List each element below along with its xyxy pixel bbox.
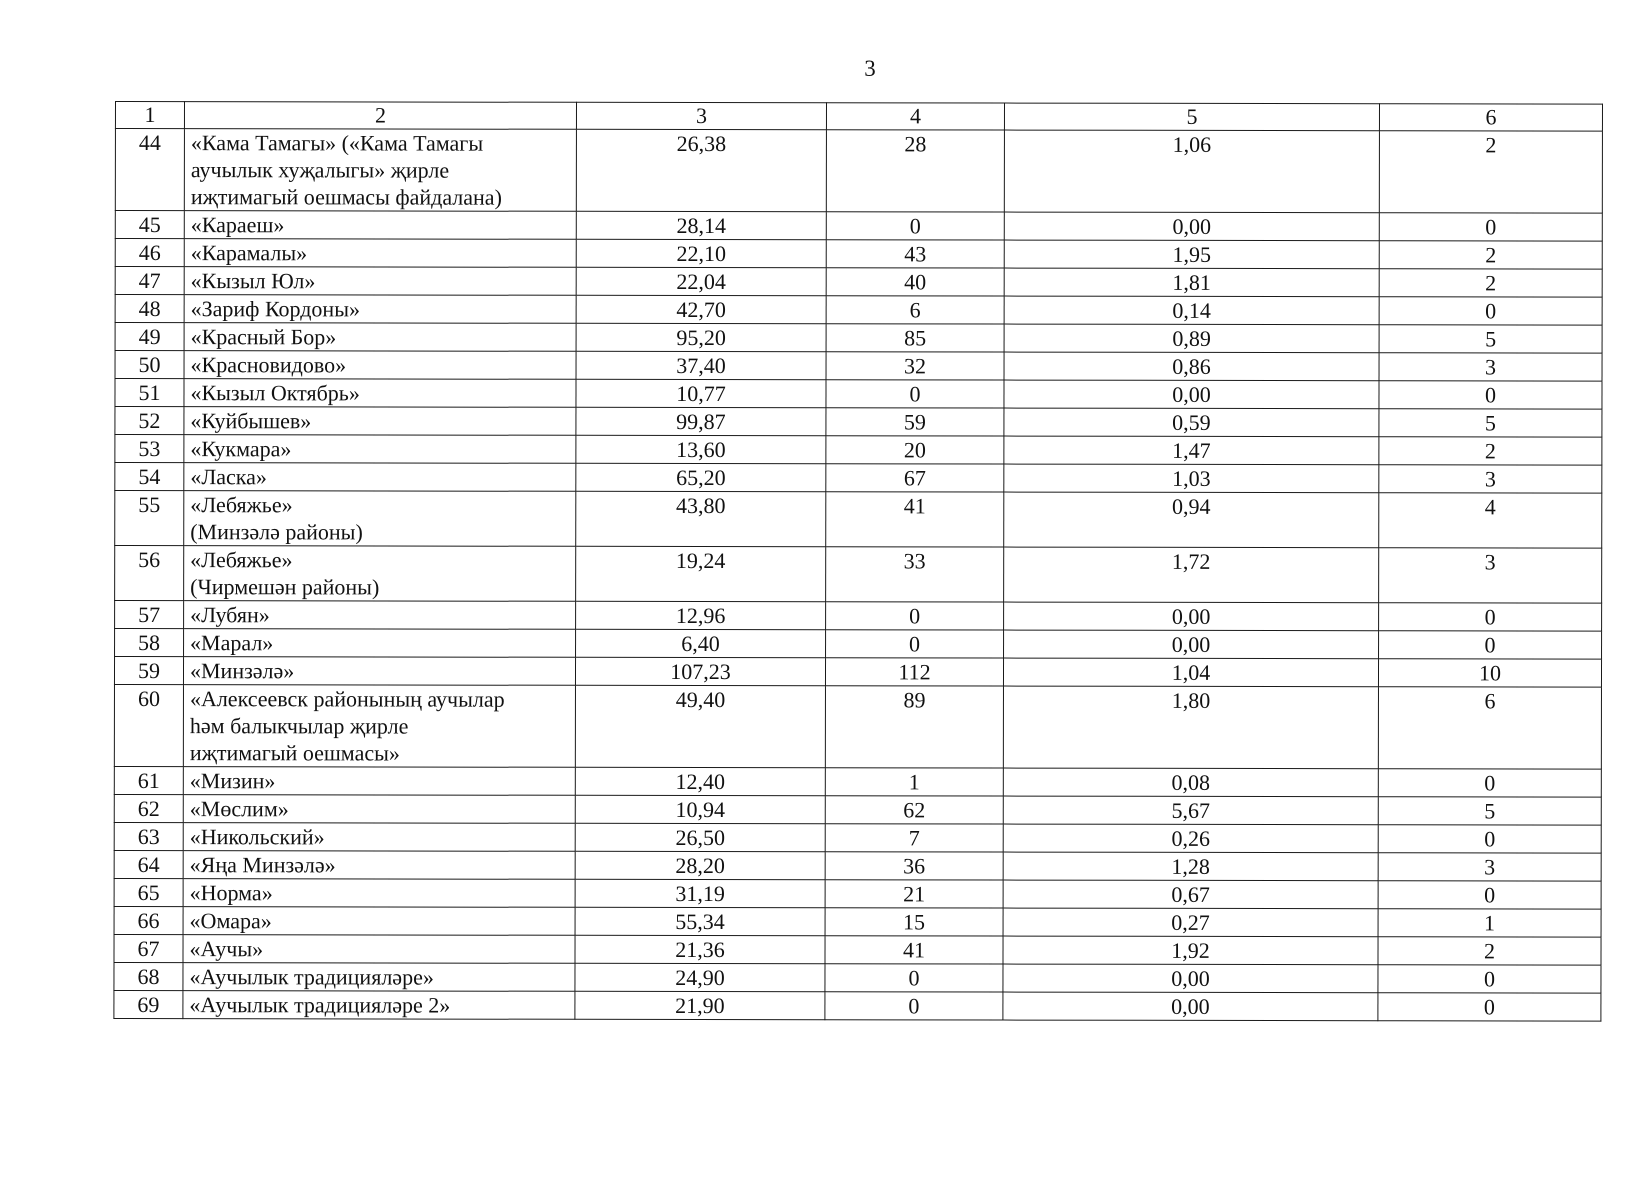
header-cell-6: 6: [1379, 104, 1602, 131]
value-cell-c5: 0,27: [1003, 908, 1378, 937]
table-row: [114, 878, 1601, 909]
value-cell-c4: 33: [826, 547, 1004, 602]
name-cell: [183, 935, 575, 964]
name-cell: [183, 879, 575, 908]
value-cell-c3: 95,20: [576, 323, 826, 351]
value-cell-c4: 67: [826, 464, 1004, 492]
value-cell-c4: 7: [825, 824, 1003, 852]
row-number-cell: 54: [115, 463, 184, 491]
value-cell-c6: 2: [1378, 937, 1601, 965]
value-cell-c5: 1,80: [1003, 686, 1378, 769]
name-cell: [184, 629, 576, 658]
value-cell-c6: 3: [1379, 548, 1602, 603]
value-cell-c3: 12,40: [575, 767, 825, 795]
name-line: «Караеш»: [190, 212, 285, 238]
value-cell-c4: 0: [826, 380, 1004, 408]
value-cell-c3: 43,80: [576, 491, 826, 546]
value-cell-c5: 5,67: [1003, 796, 1378, 825]
value-cell-c6: 2: [1379, 241, 1602, 269]
name-line: (Минзәлә районы): [190, 519, 363, 545]
table-row: [115, 601, 1602, 632]
table-row: [115, 629, 1602, 660]
row-number-cell: 60: [114, 685, 183, 767]
value-cell-c3: 10,77: [576, 379, 826, 407]
value-cell-c3: 49,40: [575, 685, 825, 767]
table-row: [115, 435, 1602, 466]
value-cell-c4: 40: [826, 268, 1004, 296]
value-cell-c5: 0,00: [1004, 380, 1379, 409]
value-cell-c3: 12,96: [576, 601, 826, 629]
table-body: [114, 102, 1603, 1022]
name-line: (Чирмешән районы): [190, 574, 380, 600]
name-cell: [183, 767, 575, 796]
name-line: «Аучы»: [189, 936, 264, 962]
value-cell-c6: 5: [1379, 325, 1602, 353]
name-line: «Карамалы»: [190, 240, 308, 266]
name-cell: [184, 601, 576, 630]
value-cell-c4: 59: [826, 408, 1004, 436]
value-cell-c6: 6: [1378, 687, 1601, 769]
name-line: «Кызыл Октябрь»: [190, 380, 360, 406]
name-line: «Ласка»: [190, 464, 267, 490]
header-cell-4: 4: [826, 103, 1004, 130]
row-number-cell: 69: [114, 990, 183, 1018]
value-cell-c6: 3: [1378, 853, 1601, 881]
row-number-cell: 63: [114, 822, 183, 850]
name-line: «Омара»: [189, 908, 272, 934]
row-number-cell: 66: [114, 906, 183, 934]
name-line: «Красновидово»: [190, 352, 347, 378]
table-header-row: [115, 102, 1602, 132]
value-cell-c6: 0: [1378, 825, 1601, 853]
value-cell-c6: 5: [1379, 409, 1602, 437]
value-cell-c4: 20: [826, 436, 1004, 464]
name-cell: [184, 379, 576, 408]
value-cell-c5: 1,72: [1004, 547, 1379, 603]
value-cell-c4: 89: [825, 686, 1003, 768]
table-row: [115, 129, 1602, 214]
table-row: [115, 407, 1602, 438]
value-cell-c6: 5: [1378, 797, 1601, 825]
name-cell: [184, 435, 576, 464]
value-cell-c4: 28: [826, 130, 1004, 212]
value-cell-c4: 85: [826, 324, 1004, 352]
value-cell-c5: 1,47: [1004, 436, 1379, 465]
value-cell-c5: 0,00: [1004, 212, 1379, 241]
name-cell: [184, 267, 576, 296]
row-number-cell: 58: [115, 629, 184, 657]
value-cell-c6: 2: [1379, 131, 1602, 213]
row-number-cell: 61: [114, 766, 183, 794]
name-line: «Лубян»: [190, 602, 270, 628]
name-line: иҗтимагый оешмасы»: [189, 740, 400, 766]
name-cell: [184, 463, 576, 492]
value-cell-c3: 99,87: [576, 407, 826, 435]
name-line: «Норма»: [189, 880, 273, 906]
name-cell: [184, 211, 576, 240]
value-cell-c3: 37,40: [576, 351, 826, 379]
table-row: [115, 295, 1602, 326]
row-number-cell: 64: [114, 850, 183, 878]
value-cell-c3: 55,34: [575, 907, 825, 935]
name-line: «Аучылык традицияләре 2»: [189, 992, 451, 1018]
value-cell-c5: 1,03: [1004, 464, 1379, 493]
value-cell-c3: 26,38: [576, 129, 826, 211]
value-cell-c3: 13,60: [576, 435, 826, 463]
value-cell-c5: 0,00: [1003, 964, 1378, 993]
row-number-cell: 53: [115, 435, 184, 463]
header-cell-1: 1: [115, 102, 184, 129]
name-line: иҗтимагый оешмасы файдалана): [190, 184, 502, 210]
table-row: [114, 990, 1601, 1021]
value-cell-c5: 1,81: [1004, 268, 1379, 297]
name-line: «Аучылык традицияләре»: [189, 964, 434, 990]
value-cell-c6: 0: [1379, 603, 1602, 631]
value-cell-c4: 1: [825, 768, 1003, 796]
value-cell-c6: 4: [1379, 493, 1602, 548]
value-cell-c6: 0: [1379, 297, 1602, 325]
name-cell: [183, 795, 575, 824]
name-cell: [184, 239, 576, 268]
value-cell-c3: 31,19: [575, 879, 825, 907]
name-cell: [183, 851, 575, 880]
name-cell: [183, 685, 575, 768]
name-line: «Зариф Кордоны»: [190, 296, 361, 322]
value-cell-c5: 0,94: [1004, 492, 1379, 548]
name-line: «Яңа Минзәлә»: [189, 852, 336, 878]
value-cell-c5: 1,28: [1003, 852, 1378, 881]
value-cell-c4: 6: [826, 296, 1004, 324]
value-cell-c3: 22,04: [576, 267, 826, 295]
name-line: «Лебяжье»: [190, 492, 293, 518]
value-cell-c5: 1,04: [1003, 658, 1378, 687]
value-cell-c5: 0,67: [1003, 880, 1378, 909]
value-cell-c5: 1,92: [1003, 936, 1378, 965]
value-cell-c5: 0,89: [1004, 324, 1379, 353]
name-cell: [183, 823, 575, 852]
table-row: [115, 211, 1602, 242]
table-row: [114, 934, 1601, 965]
value-cell-c6: 0: [1378, 769, 1601, 797]
name-cell: [184, 407, 576, 436]
value-cell-c5: 0,08: [1003, 768, 1378, 797]
value-cell-c4: 32: [826, 352, 1004, 380]
row-number-cell: 57: [115, 601, 184, 629]
row-number-cell: 55: [115, 491, 184, 546]
value-cell-c5: 1,95: [1004, 240, 1379, 269]
data-table: [113, 101, 1603, 1022]
row-number-cell: 59: [114, 657, 183, 685]
value-cell-c3: 19,24: [576, 546, 826, 601]
table-row: [115, 267, 1602, 298]
value-cell-c5: 1,06: [1004, 130, 1379, 213]
table-row: [114, 822, 1601, 853]
value-cell-c6: 0: [1379, 631, 1602, 659]
value-cell-c3: 22,10: [576, 239, 826, 267]
name-line: аучылык хуҗалыгы» җирле: [190, 157, 450, 183]
table-row: [115, 351, 1602, 382]
value-cell-c3: 28,14: [576, 211, 826, 239]
value-cell-c5: 0,86: [1004, 352, 1379, 381]
value-cell-c6: 0: [1379, 213, 1602, 241]
value-cell-c4: 0: [825, 964, 1003, 992]
row-number-cell: 47: [115, 267, 184, 295]
page-number: 3: [864, 56, 876, 81]
table-row: [114, 850, 1601, 881]
value-cell-c6: 0: [1378, 881, 1601, 909]
name-line: «Кама Тамагы» («Кама Тамагы: [190, 130, 484, 156]
value-cell-c6: 0: [1379, 381, 1602, 409]
name-cell: [184, 295, 576, 324]
name-cell: [184, 546, 576, 602]
name-cell: [184, 129, 576, 212]
table-row: [114, 766, 1601, 797]
header-cell-2: 2: [184, 102, 576, 130]
name-cell: [183, 907, 575, 936]
name-cell: [183, 991, 575, 1020]
value-cell-c6: 3: [1379, 465, 1602, 493]
value-cell-c6: 2: [1379, 437, 1602, 465]
table-row: [114, 794, 1601, 825]
name-line: «Кызыл Юл»: [190, 268, 316, 294]
table-row: [115, 323, 1602, 354]
value-cell-c4: 0: [826, 212, 1004, 240]
value-cell-c4: 112: [825, 658, 1003, 686]
row-number-cell: 51: [115, 379, 184, 407]
value-cell-c4: 41: [825, 936, 1003, 964]
value-cell-c4: 15: [825, 908, 1003, 936]
value-cell-c3: 107,23: [575, 657, 825, 685]
value-cell-c3: 21,36: [575, 935, 825, 963]
value-cell-c3: 21,90: [575, 991, 825, 1019]
table-row: [114, 657, 1601, 688]
name-line: «Мөслим»: [189, 796, 289, 822]
value-cell-c4: 62: [825, 796, 1003, 824]
value-cell-c4: 41: [826, 492, 1004, 547]
table-row: [114, 962, 1601, 993]
row-number-cell: 62: [114, 794, 183, 822]
value-cell-c5: 0,00: [1003, 992, 1378, 1021]
row-number-cell: 49: [115, 323, 184, 351]
table-row: [115, 239, 1602, 270]
name-line: «Красный Бор»: [190, 324, 337, 350]
value-cell-c4: 0: [826, 602, 1004, 630]
table-row: [115, 491, 1602, 549]
row-number-cell: 52: [115, 407, 184, 435]
value-cell-c5: 0,14: [1004, 296, 1379, 325]
name-line: «Никольский»: [189, 824, 325, 850]
row-number-cell: 46: [115, 239, 184, 267]
table-row: [115, 463, 1602, 494]
value-cell-c4: 21: [825, 880, 1003, 908]
value-cell-c6: 10: [1378, 659, 1601, 687]
table-row: [114, 906, 1601, 937]
table-row: [115, 546, 1602, 604]
value-cell-c3: 10,94: [575, 795, 825, 823]
name-line: «Лебяжье»: [190, 547, 293, 573]
row-number-cell: 56: [115, 546, 184, 601]
value-cell-c6: 3: [1379, 353, 1602, 381]
value-cell-c4: 43: [826, 240, 1004, 268]
value-cell-c3: 28,20: [575, 851, 825, 879]
header-cell-3: 3: [576, 102, 826, 129]
value-cell-c3: 42,70: [576, 295, 826, 323]
value-cell-c6: 2: [1379, 269, 1602, 297]
name-cell: [183, 657, 575, 686]
value-cell-c4: 0: [825, 992, 1003, 1020]
name-line: «Мизин»: [189, 768, 276, 794]
row-number-cell: 44: [115, 129, 184, 211]
name-line: һәм балыкчылар җирле: [189, 713, 409, 739]
name-line: «Кукмара»: [190, 436, 292, 462]
value-cell-c5: 0,26: [1003, 824, 1378, 853]
value-cell-c5: 0,00: [1004, 602, 1379, 631]
name-cell: [184, 351, 576, 380]
name-cell: [184, 491, 576, 547]
row-number-cell: 68: [114, 962, 183, 990]
name-cell: [184, 323, 576, 352]
row-number-cell: 48: [115, 295, 184, 323]
value-cell-c6: 0: [1378, 965, 1601, 993]
name-line: «Алексеевск районының аучылар: [189, 686, 505, 712]
table-row: [115, 379, 1602, 410]
value-cell-c3: 65,20: [576, 463, 826, 491]
value-cell-c4: 36: [825, 852, 1003, 880]
row-number-cell: 50: [115, 351, 184, 379]
row-number-cell: 45: [115, 211, 184, 239]
name-line: «Куйбышев»: [190, 408, 312, 434]
name-line: «Минзәлә»: [189, 658, 295, 684]
value-cell-c3: 24,90: [575, 963, 825, 991]
value-cell-c4: 0: [826, 630, 1004, 658]
name-line: «Марал»: [190, 630, 274, 656]
header-cell-5: 5: [1004, 103, 1379, 131]
value-cell-c3: 26,50: [575, 823, 825, 851]
row-number-cell: 65: [114, 878, 183, 906]
value-cell-c6: 1: [1378, 909, 1601, 937]
name-cell: [183, 963, 575, 992]
value-cell-c5: 0,59: [1004, 408, 1379, 437]
value-cell-c6: 0: [1378, 993, 1601, 1021]
value-cell-c3: 6,40: [576, 629, 826, 657]
value-cell-c5: 0,00: [1004, 630, 1379, 659]
table-row: [114, 685, 1601, 770]
row-number-cell: 67: [114, 934, 183, 962]
